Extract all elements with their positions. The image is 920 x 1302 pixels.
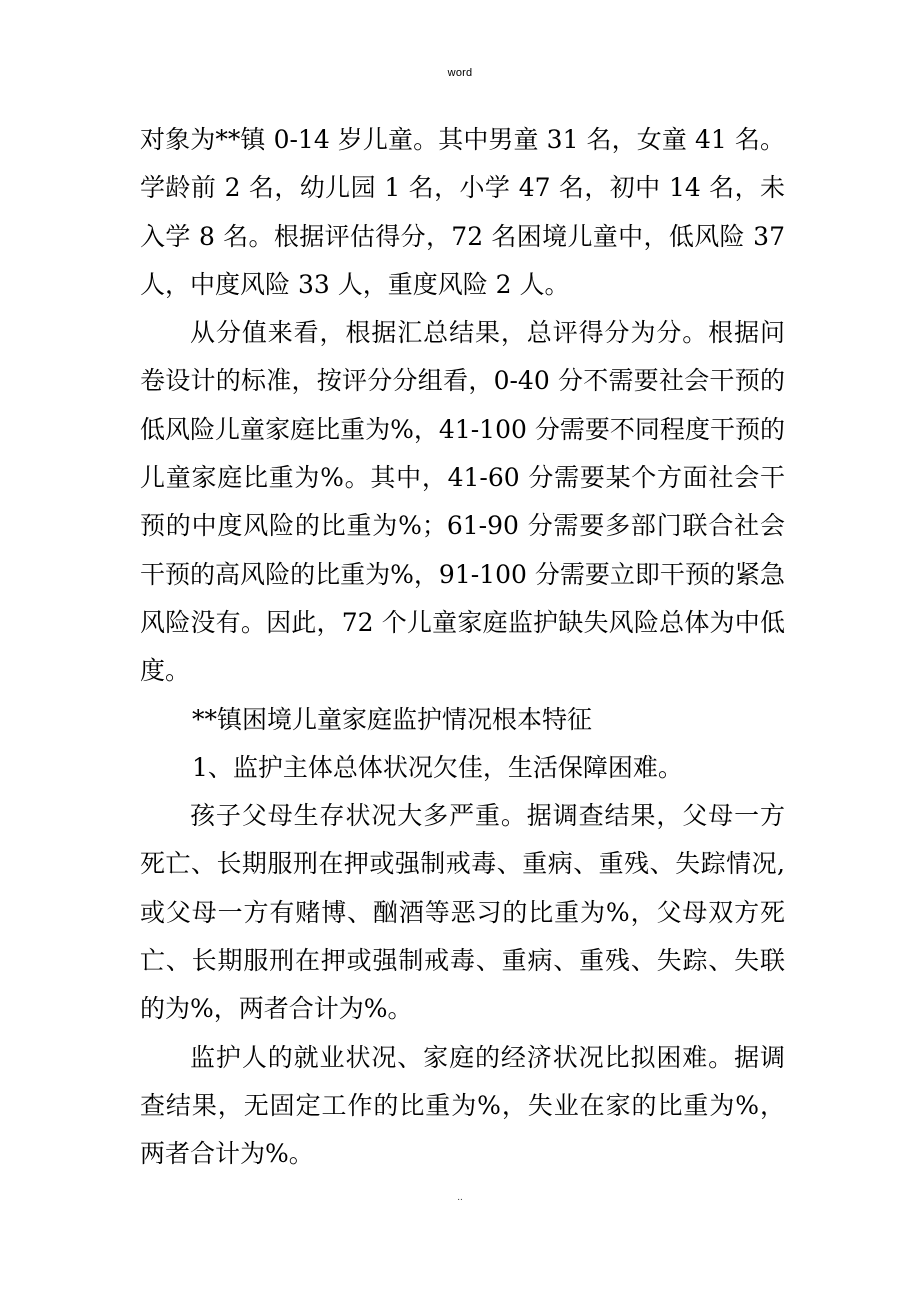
page-footer: .. bbox=[457, 1192, 463, 1203]
page-header: word bbox=[447, 67, 473, 79]
document-body bbox=[140, 116, 785, 1179]
paragraph-score-analysis: 从分值来看，根据汇总结果，总评得分为分。根据问卷设计的标准，按评分分组看，0-40 分不需要社会干预的低风险儿童家庭比重为%，41-100 分需要不同程度干预的儿童家庭比重为%。其中，41-60 分需要某个方面社会干预的中度风险的比重为%；61-90 分需要多部门联合社会干预的高风险的比重为%，91-100 分需要立即干预的紧急风险没有。因此，72 个儿童家庭监护缺失风险总体为中低度。 bbox=[140, 318, 785, 686]
paragraph-survey-subjects: 对象为**镇 0-14 岁儿童。其中男童 31 名，女童 41 名。学龄前 2 名，幼儿园 1 名，小学 47 名，初中 14 名，未入学 8 名。根据评估得分，72 名困境儿童中，低风险 37 人，中度风险 33 人，重度风险 2 人。 bbox=[140, 125, 785, 299]
section-heading: **镇困境儿童家庭监护情况根本特征 bbox=[192, 704, 593, 734]
paragraph-employment-status: 监护人的就业状况、家庭的经济状况比拟困难。据调查结果，无固定工作的比重为%，失业在家的比重为%，两者合计为%。 bbox=[140, 1042, 785, 1169]
paragraph-parents-status: 孩子父母生存状况大多严重。据调查结果，父母一方死亡、长期服刑在押或强制戒毒、重病、重残、失踪情况,或父母一方有赌博、酗酒等恶习的比重为%，父母双方死亡、长期服刑在押或强制戒毒、重病、重残、失踪、失联的为%，两者合计为%。 bbox=[140, 801, 785, 1024]
subsection-heading: 1、监护主体总体状况欠佳，生活保障困难。 bbox=[192, 752, 683, 782]
